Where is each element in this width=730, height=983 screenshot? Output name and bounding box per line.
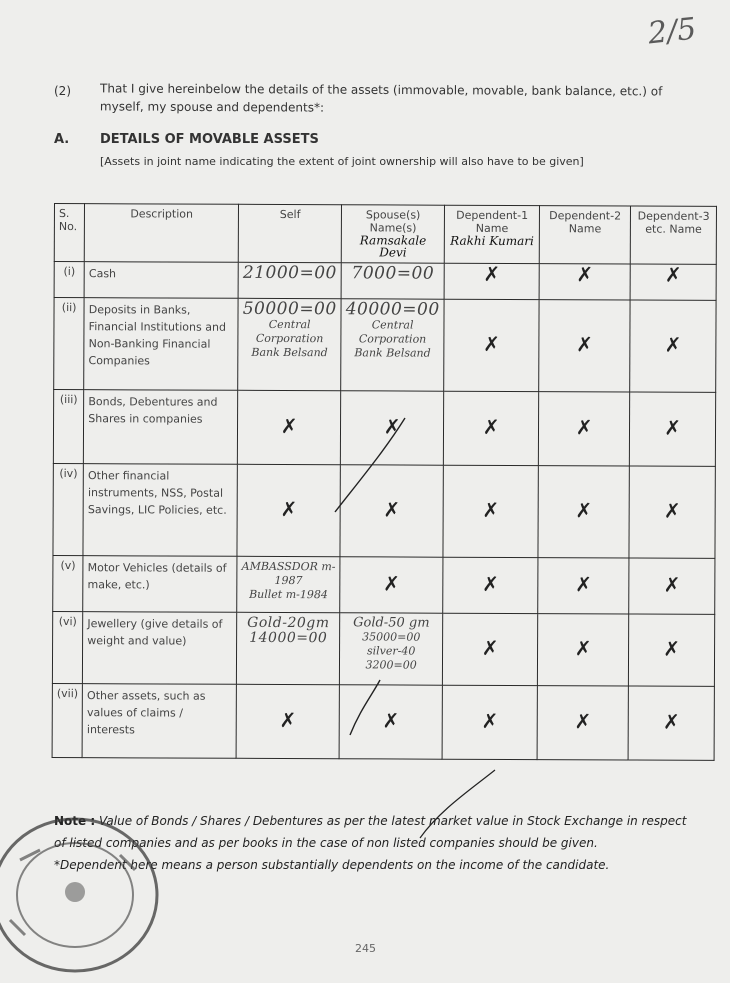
header-dep3-label: Dependent-3	[637, 209, 710, 223]
footer-page-number: 245	[355, 942, 376, 955]
dep2-value	[538, 614, 629, 686]
header-dep1-label: Dependent-1	[456, 208, 529, 223]
cross-mark: ✗	[575, 414, 593, 439]
cross-mark: ✗	[663, 572, 681, 597]
dependent-1-name: Rakhi Kumari	[450, 233, 534, 249]
row-description: Jewellery (give details of weight and value)	[83, 612, 237, 685]
cross-mark: ✗	[664, 415, 682, 440]
self-bank-note: Central Corporation Bank Belsand	[251, 317, 328, 360]
row-sno: (i)	[54, 262, 84, 298]
cross-mark: ✗	[663, 498, 681, 523]
self-value	[238, 298, 341, 390]
dep2-value	[538, 466, 629, 558]
dep3-value	[630, 264, 716, 300]
page-marker: 2/5	[646, 11, 698, 52]
row-description: Cash	[84, 262, 238, 299]
spouse-amount: 40000=00	[345, 299, 440, 320]
dep1-value	[444, 263, 539, 299]
spouse-value	[340, 465, 443, 557]
header-spouse-sub: Name(s)	[369, 221, 417, 235]
table-row	[53, 463, 716, 558]
dep2-value	[539, 300, 630, 392]
dep3-value	[629, 466, 715, 558]
cross-mark: ✗	[383, 496, 401, 522]
cross-mark: ✗	[576, 331, 593, 356]
self-amount: 50000=00	[242, 298, 337, 320]
cross-mark: ✗	[574, 635, 592, 660]
row-sno: (iv)	[53, 463, 84, 555]
cross-mark: ✗	[663, 636, 681, 661]
dep3-value	[629, 614, 715, 686]
cross-mark: ✗	[279, 707, 297, 732]
note-line-2: *Dependent here means a person substantially dependents on the income of the candidate.	[54, 858, 610, 872]
row-description: Motor Vehicles (details of make, etc.)	[83, 556, 237, 613]
spouse-name: Ramsakale Devi	[359, 233, 427, 260]
spouse-value	[340, 613, 443, 685]
spouse-gold-value: 35000=00 silver-40 3200=00	[362, 630, 421, 672]
row-sno: (v)	[53, 555, 83, 611]
dep3-value	[630, 300, 716, 392]
header-dependent-3	[630, 206, 716, 264]
spouse-value	[341, 263, 444, 299]
dep3-value	[628, 686, 714, 760]
cross-mark: ✗	[483, 261, 501, 286]
official-seal-stamp	[0, 800, 190, 980]
dep1-value	[443, 613, 538, 685]
self-value	[236, 684, 339, 758]
cross-mark: ✗	[576, 262, 594, 287]
table-row	[54, 298, 717, 393]
self-value	[238, 390, 341, 464]
table-header-row	[54, 204, 716, 265]
dep1-value	[444, 391, 539, 465]
spouse-value	[340, 557, 443, 613]
self-vehicle-1: AMBASSDOR m-1987	[241, 559, 336, 588]
header-dep1-sub: Name	[475, 221, 509, 235]
movable-assets-table	[52, 203, 718, 761]
header-spouse	[341, 205, 444, 263]
row-description: Bonds, Debentures and Shares in companies	[84, 390, 238, 465]
cross-mark: ✗	[482, 414, 500, 439]
note-text-1: Value of Bonds / Shares / Debentures as per the latest market value in Stock Exchange in respect of listed companies and as per books in the case of non listed companies should be given.	[54, 814, 687, 850]
header-dependent-1	[444, 205, 539, 263]
spouse-value	[341, 391, 444, 465]
self-value	[237, 612, 340, 684]
header-sno: S. No.	[54, 204, 84, 262]
paragraph-number: (2)	[54, 84, 71, 98]
table-row	[53, 390, 715, 467]
cross-mark: ✗	[280, 496, 298, 521]
row-description: Other assets, such as values of claims / interests	[82, 684, 236, 759]
row-sno: (vi)	[52, 611, 83, 683]
cross-mark: ✗	[481, 635, 499, 660]
cross-mark: ✗	[382, 707, 400, 733]
row-sno: (ii)	[54, 298, 85, 390]
dep2-value	[539, 392, 630, 466]
row-description: Deposits in Banks, Financial Institutions and Non-Banking Financial Companies	[84, 298, 238, 391]
self-value	[237, 464, 340, 556]
table-row	[54, 262, 716, 301]
row-sno: (iii)	[53, 390, 84, 464]
cross-mark: ✗	[383, 570, 400, 596]
header-dep2-label: Dependent-2	[549, 209, 622, 223]
table-row	[53, 555, 715, 614]
row-sno: (vii)	[52, 683, 83, 757]
paragraph-text: That I give hereinbelow the details of the assets (immovable, movable, bank balance, etc.) of myself, my spouse and dependents*:	[99, 81, 663, 115]
cross-mark: ✗	[482, 497, 500, 522]
spouse-gold: Gold-50 gm	[353, 615, 430, 631]
self-amount: 21000=00	[242, 262, 337, 284]
header-dependent-2	[539, 206, 630, 264]
dep2-value	[537, 686, 628, 760]
cross-mark: ✗	[383, 413, 401, 439]
cross-mark: ✗	[481, 708, 499, 733]
cross-mark: ✗	[662, 709, 680, 734]
dep1-value	[443, 557, 538, 613]
spouse-bank-note: Central Corporation Bank Belsand	[354, 318, 431, 360]
dep1-value	[444, 299, 539, 391]
dep1-value	[442, 685, 537, 759]
dep3-value	[630, 392, 716, 466]
cross-mark: ✗	[482, 571, 499, 596]
cross-mark: ✗	[575, 571, 592, 596]
spouse-value	[341, 299, 444, 391]
spouse-amount: 7000=00	[351, 263, 435, 284]
table-row	[52, 683, 714, 760]
self-gold-value: 14000=00	[249, 629, 328, 647]
header-spouse-label: Spouse(s)	[365, 208, 421, 222]
cross-mark: ✗	[664, 262, 682, 287]
dep2-value	[539, 264, 630, 300]
self-value	[238, 262, 341, 298]
header-self: Self	[238, 204, 341, 262]
header-dep3-sub: etc. Name	[645, 222, 702, 236]
table-row	[52, 611, 714, 686]
dep3-value	[629, 558, 715, 614]
note-label: Note :	[54, 814, 96, 828]
cross-mark: ✗	[664, 332, 682, 357]
spouse-value	[339, 685, 442, 759]
dep2-value	[538, 558, 629, 614]
row-description: Other financial instruments, NSS, Postal Savings, LIC Policies, etc.	[83, 464, 237, 557]
cross-mark: ✗	[575, 497, 593, 522]
header-dep2-sub: Name	[568, 222, 602, 236]
self-value	[237, 556, 340, 612]
self-gold: Gold-20gm	[247, 614, 330, 632]
section-subtitle: [Assets in joint name indicating the extent of joint ownership will also have to be given]	[100, 155, 584, 168]
cross-mark: ✗	[483, 331, 500, 356]
section-letter: A.	[54, 132, 70, 147]
cross-mark: ✗	[574, 708, 592, 733]
section-title: DETAILS OF MOVABLE ASSETS	[100, 132, 319, 147]
header-description: Description	[84, 204, 238, 263]
cross-mark: ✗	[280, 413, 298, 438]
self-vehicle-2: Bullet m-1984	[249, 587, 328, 602]
dep1-value	[443, 465, 538, 557]
